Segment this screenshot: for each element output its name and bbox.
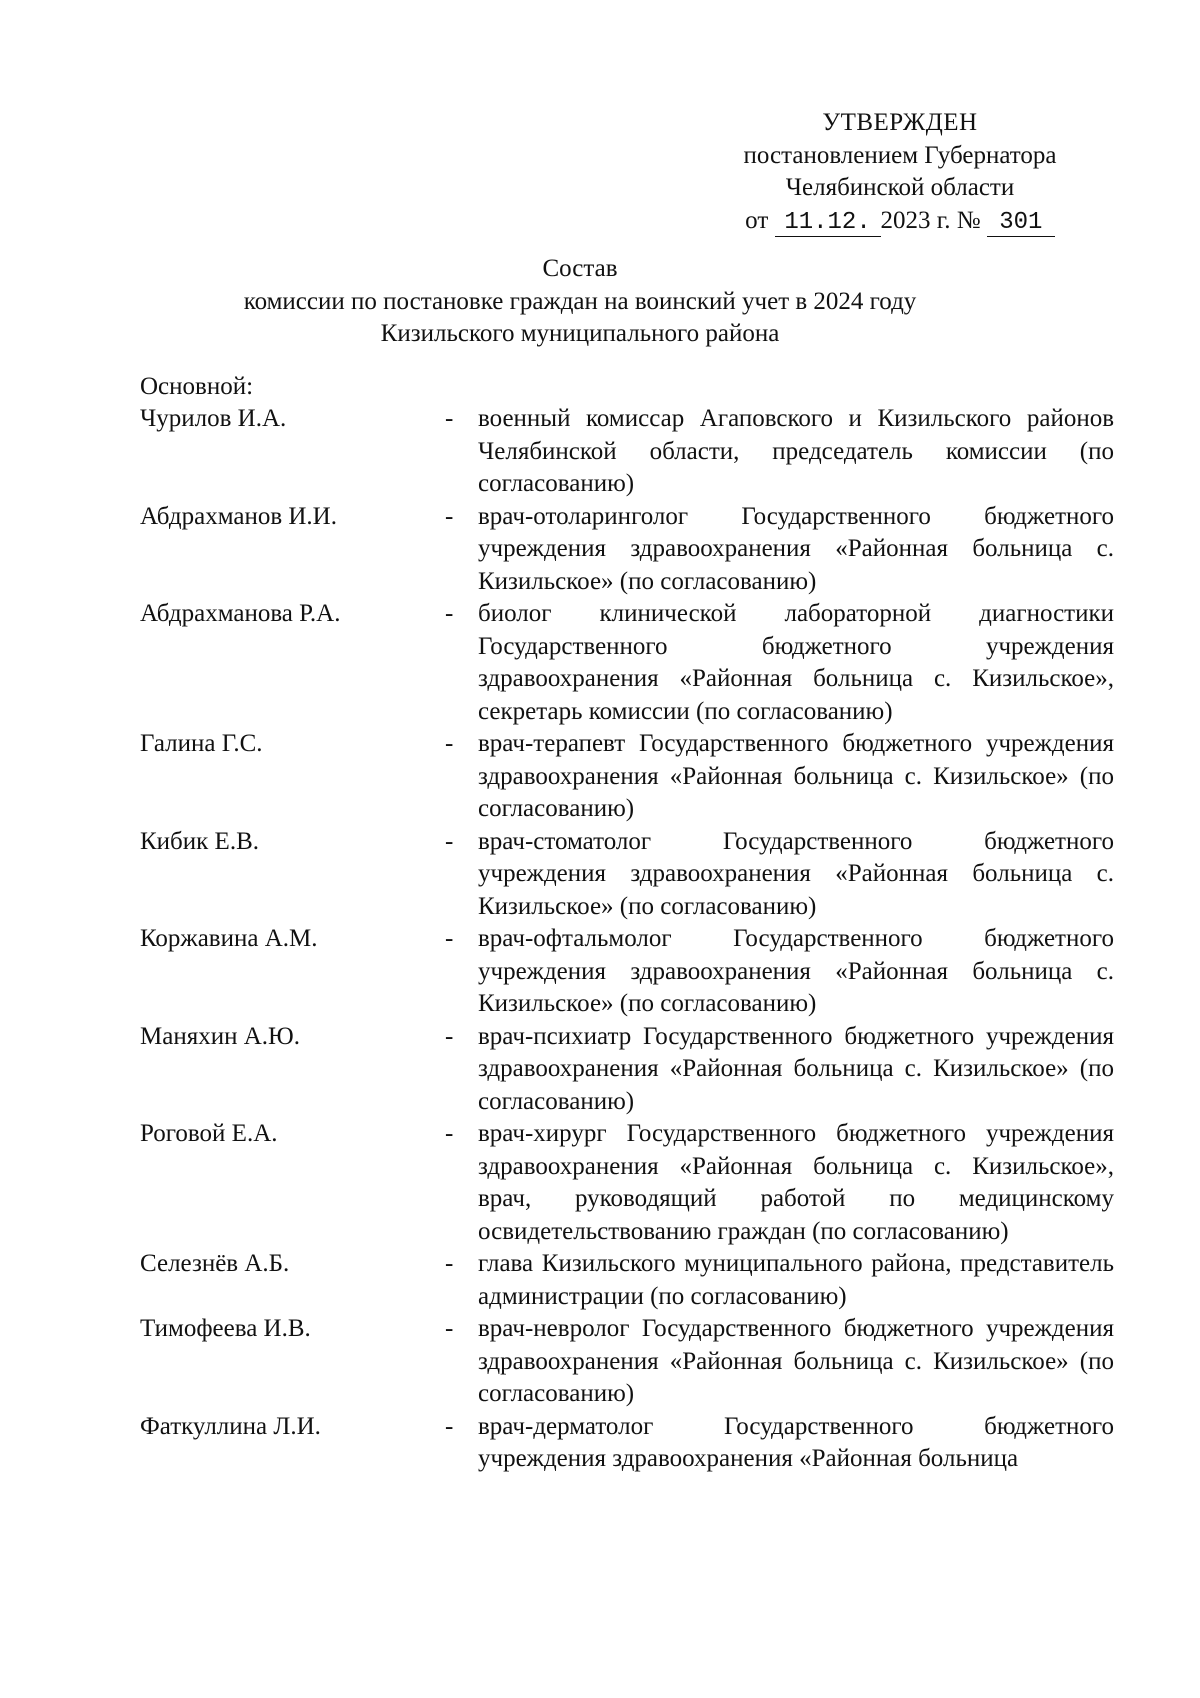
member-row [140, 403, 1115, 501]
member-role: врач-офтальмолог Государственного бюджетного учреждения здравоохранения «Районная больница с. Кизильское» (по согласованию) [478, 925, 1114, 1017]
member-dash: - [445, 600, 454, 627]
member-role: врач-невролог Государственного бюджетного учреждения здравоохранения «Районная больница с. Кизильское» (по согласованию) [478, 1315, 1114, 1407]
member-row [140, 1248, 1115, 1313]
member-name: Роговой Е.А. [140, 1120, 278, 1147]
member-dash: - [445, 1315, 454, 1342]
member-name: Селезнёв А.Б. [140, 1250, 290, 1277]
member-row [140, 923, 1115, 1021]
member-name: Кибик Е.В. [140, 827, 259, 855]
member-dash: - [445, 502, 454, 530]
member-role: биолог клинической лабораторной диагностики Государственного бюджетного учреждения здравоохранения «Районная больница с. Кизильское», секретарь комиссии (по согласованию) [478, 600, 1114, 725]
member-dash: - [445, 1412, 454, 1440]
member-name: Чурилов И.А. [140, 405, 287, 432]
member-role: врач-дерматолог Государственного бюджетного учреждения здравоохранения «Районная больница [478, 1412, 1114, 1472]
member-role: военный комиссар Агаповского и Кизильского районов Челябинской области, председатель комиссии (по согласованию) [478, 405, 1114, 497]
member-role: глава Кизильского муниципального района, представитель администрации (по согласованию) [478, 1250, 1114, 1310]
member-name: Маняхин А.Ю. [140, 1022, 300, 1050]
approval-date-line [680, 205, 1120, 238]
member-dash: - [445, 405, 454, 432]
member-name: Абдрахманова Р.А. [140, 600, 341, 627]
member-name: Абдрахманов И.И. [140, 502, 337, 530]
approval-block [680, 107, 1120, 237]
member-row [140, 501, 1115, 599]
member-role: врач-психиатр Государственного бюджетного учреждения здравоохранения «Районная больница с. Кизильское» (по согласованию) [478, 1022, 1114, 1115]
member-dash: - [445, 1022, 454, 1050]
member-role: врач-терапевт Государственного бюджетного учреждения здравоохранения «Районная больница с. Кизильское» (по согласованию) [478, 730, 1114, 822]
member-row [140, 1021, 1115, 1119]
section-label: Основной: [140, 373, 254, 400]
member-row [140, 1411, 1115, 1476]
member-row [140, 826, 1115, 924]
approval-title: УТВЕРЖДЕН [822, 109, 978, 136]
approval-line-1: постановлением Губернатора [743, 141, 1057, 169]
document-number: 301 [987, 210, 1055, 237]
member-row [140, 598, 1115, 728]
date-prefix: от [745, 206, 769, 234]
year-text: 2023 г. № [880, 206, 981, 234]
member-name: Тимофеева И.В. [140, 1315, 311, 1342]
approval-line-2: Челябинской области [785, 174, 1015, 201]
date-value: 11.12. [775, 210, 881, 237]
member-dash: - [445, 827, 454, 855]
member-dash: - [445, 730, 454, 757]
heading-line-2: комиссии по постановке граждан на воинский учет в 2024 году [243, 287, 917, 315]
member-name: Галина Г.С. [140, 730, 263, 757]
heading-line-3: Кизильского муниципального района [380, 320, 780, 347]
member-dash: - [445, 925, 454, 952]
member-row [140, 1313, 1115, 1411]
document-heading [0, 253, 1160, 351]
member-row [140, 728, 1115, 826]
members-list [140, 403, 1115, 1476]
member-role: врач-стоматолог Государственного бюджетного учреждения здравоохранения «Районная больница с. Кизильское» (по согласованию) [478, 827, 1114, 920]
member-dash: - [445, 1250, 454, 1277]
heading-line-1: Состав [542, 255, 618, 282]
member-row [140, 1118, 1115, 1248]
member-name: Фаткуллина Л.И. [140, 1412, 321, 1440]
member-name: Коржавина А.М. [140, 925, 318, 952]
member-role: врач-хирург Государственного бюджетного учреждения здравоохранения «Районная больница с. Кизильское», врач, руководящий работой по медицинскому освидетельствованию граждан (по согласованию) [478, 1120, 1114, 1245]
member-dash: - [445, 1120, 454, 1147]
member-role: врач-отоларинголог Государственного бюджетного учреждения здравоохранения «Районная больница с. Кизильское» (по согласованию) [478, 502, 1114, 595]
